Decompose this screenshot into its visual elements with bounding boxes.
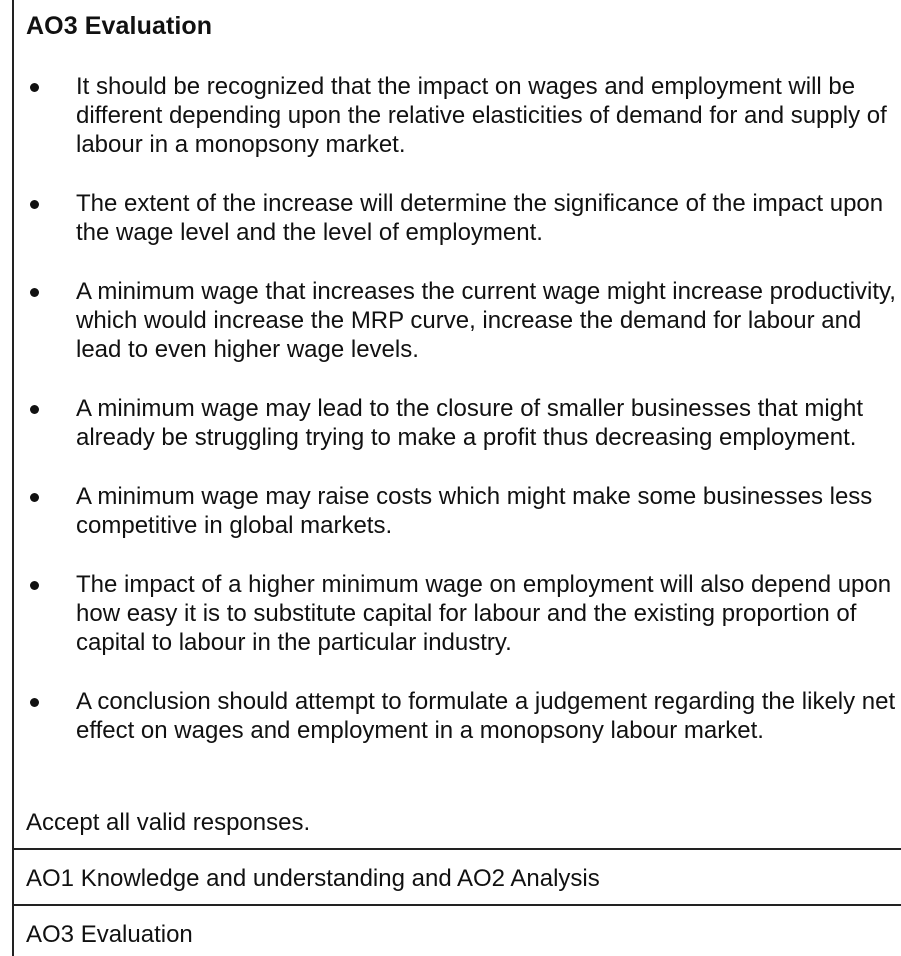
bullet-text: A minimum wage may lead to the closure of smaller businesses that might already be struggling trying to make a profit thus decreasing employment. (76, 395, 864, 451)
bullet-icon (30, 493, 39, 502)
evaluation-bullet-list (26, 72, 896, 775)
bullet-icon (30, 288, 39, 297)
bullet-text: The impact of a higher minimum wage on employment will also depend upon how easy it is to substitute capital for labour and the existing proportion of capital to labour in the particular industry. (76, 571, 892, 656)
list-item (26, 277, 896, 364)
row-divider (12, 904, 901, 906)
ao3-row-label: AO3 Evaluation (26, 921, 193, 948)
bullet-icon (30, 698, 39, 707)
bullet-icon (30, 83, 39, 92)
list-item (26, 394, 896, 452)
bullet-text: The extent of the increase will determine the significance of the impact upon the wage level and the level of employment. (76, 190, 884, 246)
list-item (26, 687, 896, 745)
ao1-ao2-row-label: AO1 Knowledge and understanding and AO2 Analysis (26, 865, 600, 892)
section-title: AO3 Evaluation (26, 12, 213, 40)
bullet-icon (30, 200, 39, 209)
bullet-icon (30, 405, 39, 414)
bullet-text: A minimum wage may raise costs which might make some businesses less competitive in global markets. (76, 483, 873, 539)
list-item (26, 570, 896, 657)
list-item (26, 189, 896, 247)
bullet-text: It should be recognized that the impact on wages and employment will be different depending upon the relative elasticities of demand for and supply of labour in a monopsony market. (76, 73, 887, 158)
bullet-text: A minimum wage that increases the current wage might increase productivity, which would increase the MRP curve, increase the demand for labour and lead to even higher wage levels. (76, 278, 896, 363)
row-divider (12, 848, 901, 850)
accept-responses-text: Accept all valid responses. (26, 809, 311, 836)
list-item (26, 482, 896, 540)
list-item (26, 72, 896, 159)
bullet-text: A conclusion should attempt to formulate a judgement regarding the likely net effect on wages and employment in a monopsony labour market. (76, 688, 896, 744)
bullet-icon (30, 581, 39, 590)
table-left-border (12, 0, 14, 956)
